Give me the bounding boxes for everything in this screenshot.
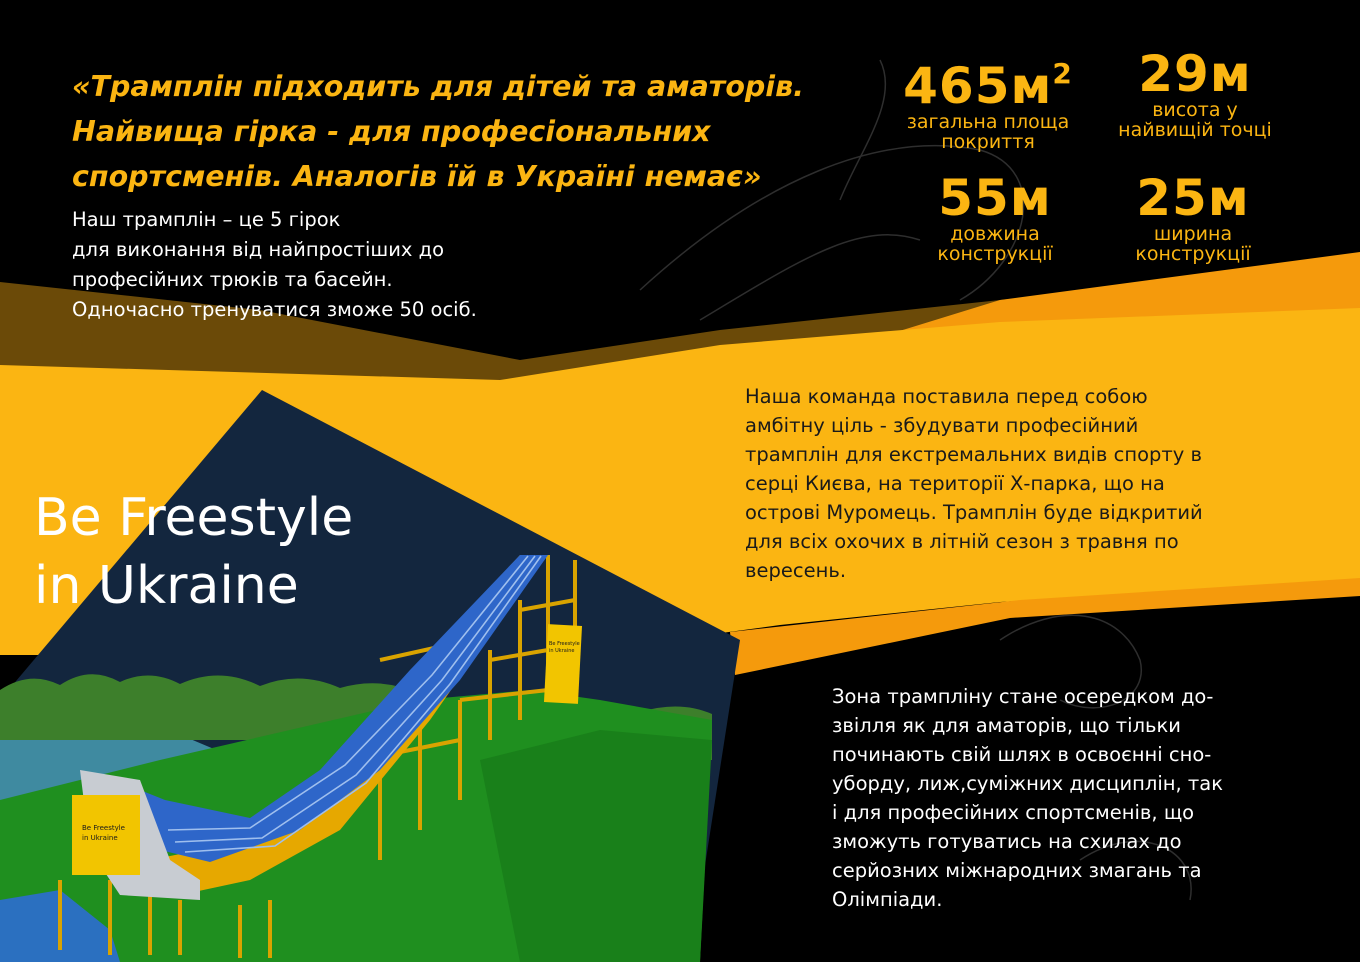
stat-area-label (893, 112, 1083, 152)
stat-length-label-line-1: довжина (950, 223, 1040, 245)
banner-tower-text-1: Be Freestyle (549, 641, 580, 647)
stat-length-label (900, 224, 1090, 264)
stat-area-superscript: 2 (1052, 57, 1073, 90)
brand-slogan (34, 484, 353, 620)
intro-line-2: для виконання від найпростіших до (72, 238, 445, 261)
zone-paragraph-line: Зона трампліну стане осередком до- (832, 685, 1214, 708)
stat-height-label-line-1: висота у (1152, 99, 1238, 121)
intro-line-1: Наш трамплін – це 5 гірок (72, 208, 341, 231)
team-paragraph (745, 382, 1203, 585)
zone-paragraph-line: зможуть готуватись на схилах до (832, 830, 1182, 853)
stat-height-value: 29м (1138, 45, 1252, 103)
team-paragraph-line: трамплін для екстремальних видів спорту в (745, 443, 1202, 466)
team-paragraph-line: серці Києва, на території Х-парка, що на (745, 472, 1165, 495)
stat-area-number: 465м (903, 57, 1053, 115)
zone-paragraph-line: починають свій шлях в освоєнні сно- (832, 743, 1212, 766)
stat-length-label-line-2: конструкції (937, 243, 1053, 265)
stat-length (900, 169, 1090, 265)
quote-line-2: Найвища гірка - для професіональних (72, 115, 711, 148)
zone-paragraph-line: звілля як для аматорів, що тільки (832, 714, 1181, 737)
stat-width-value: 25м (1136, 169, 1250, 227)
zone-paragraph-line: Олімпіади. (832, 888, 943, 911)
stat-length-value: 55м (938, 169, 1052, 227)
quote-line-3: спортсменів. Аналогів їй в Україні немає» (72, 160, 762, 193)
team-paragraph-line: вересень. (745, 559, 847, 582)
stat-height (1100, 45, 1290, 141)
intro-line-3: професійних трюків та басейн. (72, 268, 393, 291)
headline-quote (72, 64, 872, 199)
zone-paragraph-line: і для професійних спортсменів, що (832, 801, 1195, 824)
brand-slogan-line-2: in Ukraine (34, 556, 299, 616)
stat-height-label-line-2: найвищій точці (1118, 119, 1272, 141)
grass-hill-shade (480, 730, 712, 962)
stat-width-label-line-2: конструкції (1135, 243, 1251, 265)
banner-left-text-2: in Ukraine (82, 834, 118, 842)
team-paragraph-line: Наша команда поставила перед собою (745, 385, 1148, 408)
brand-slogan-line-1: Be Freestyle (34, 488, 354, 548)
stat-width-label (1098, 224, 1288, 264)
intro-text (72, 205, 477, 325)
banner-left-text-1: Be Freestyle (82, 824, 125, 832)
stat-height-label (1100, 100, 1290, 140)
stat-area (893, 48, 1083, 152)
banner-tower-text-2: in Ukraine (549, 648, 575, 654)
zone-paragraph-line: серйозних міжнародних змагань та (832, 859, 1202, 882)
intro-line-4: Одночасно тренуватися зможе 50 осіб. (72, 298, 477, 321)
stat-width-label-line-1: ширина (1153, 223, 1233, 245)
quote-line-1: «Трамплін підходить для дітей та аматорів. (72, 70, 804, 103)
stat-area-value (893, 48, 1083, 115)
stat-area-label-line-2: покриття (941, 131, 1035, 153)
stat-width (1098, 169, 1288, 265)
team-paragraph-line: амбітну ціль - збудувати професійний (745, 414, 1139, 437)
stat-area-label-line-1: загальна площа (906, 111, 1070, 133)
zone-paragraph-line: уборду, лиж,суміжних дисциплін, так (832, 772, 1223, 795)
team-paragraph-line: острові Муромець. Трамплін буде відкритий (745, 501, 1203, 524)
zone-paragraph (832, 682, 1223, 914)
banner-tower (544, 624, 582, 704)
team-paragraph-line: для всіх охочих в літній сезон з травня по (745, 530, 1179, 553)
